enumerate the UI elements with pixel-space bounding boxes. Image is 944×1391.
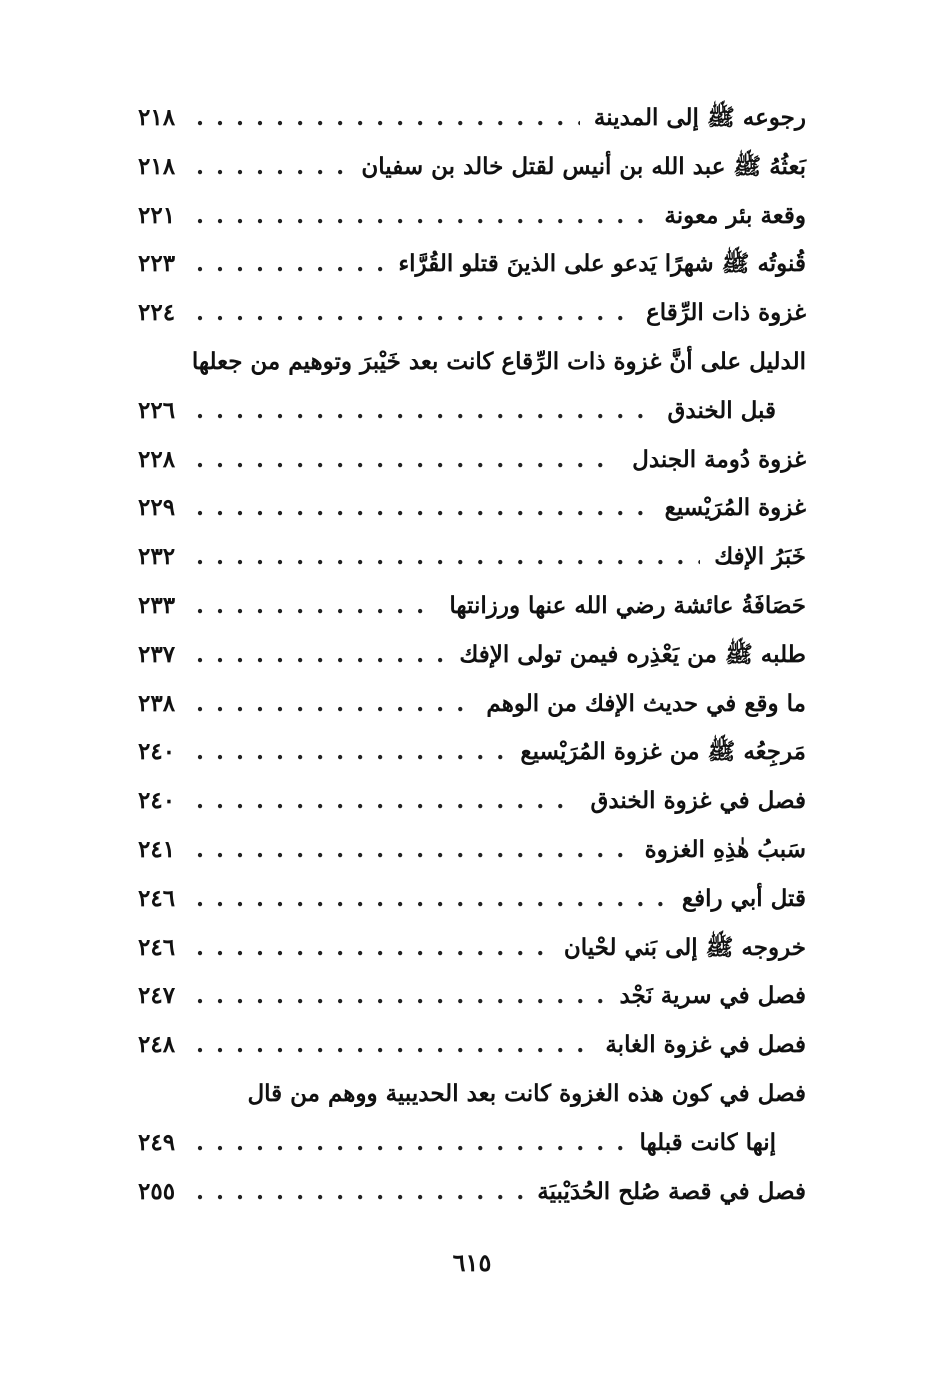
- toc-entry-title: فصل في سرية نَجْد: [619, 982, 806, 1010]
- dot-leader: [196, 240, 384, 289]
- dot-leader: [196, 1021, 591, 1070]
- toc-entry-continued: [138, 338, 806, 387]
- toc-entry: [138, 533, 806, 582]
- toc-entry-title: رجوعه ﷺ إلى المدينة: [593, 104, 806, 131]
- toc-entry: [138, 1021, 806, 1070]
- toc-entry-page: ٢٣٨: [138, 689, 176, 717]
- toc-entry-title: قتل أبي رافع: [681, 884, 806, 912]
- toc-entry-title: غزوة دُومة الجندل: [632, 445, 806, 473]
- toc-entry-title: إنها كانت قبلها: [639, 1128, 776, 1156]
- toc-entry-title: خروجه ﷺ إلى بَني لحْيان: [563, 933, 806, 961]
- toc-entry-title: طلبه ﷺ من يَعْذِره فيمن تولى الإفك: [459, 640, 806, 668]
- toc-entry-title: حَصَافَةُ عائشة رضي الله عنها ورزانتها: [449, 591, 806, 619]
- toc-entry-title: فصل في غزوة الخندق: [590, 787, 806, 815]
- toc-entry: [138, 387, 806, 436]
- toc-entry-page: ٢٣٢: [138, 543, 176, 571]
- toc-entry-page: ٢٤١: [138, 835, 176, 863]
- toc-entry-title: غزوة المُرَيْسيع: [664, 494, 806, 522]
- toc-entry: [138, 1168, 806, 1217]
- toc-entry: [138, 826, 806, 875]
- dot-leader: [196, 484, 651, 533]
- toc-entry-title: وقعة بئر معونة: [664, 201, 806, 229]
- toc-entry-title: قبل الخندق: [667, 396, 776, 424]
- table-of-contents: [138, 94, 806, 1216]
- dot-leader: [196, 289, 632, 338]
- dot-leader: [196, 1119, 625, 1168]
- dot-leader: [196, 826, 631, 875]
- toc-entry-page: ٢٢٩: [138, 494, 176, 522]
- toc-entry: [138, 436, 806, 485]
- toc-entry: [138, 289, 806, 338]
- dot-leader: [196, 972, 605, 1021]
- toc-entry-title: ما وقع في حديث الإفك من الوهم: [486, 689, 806, 717]
- toc-entry-page: ٢٢١: [138, 201, 176, 229]
- dot-leader: [196, 143, 347, 192]
- dot-leader: [196, 582, 435, 631]
- toc-entry-title: مَرجِعُه ﷺ من غزوة المُرَيْسيع: [520, 738, 806, 766]
- dot-leader: [196, 192, 650, 241]
- dot-leader: [196, 631, 445, 680]
- toc-entry-title: فصل في كون هذه الغزوة كانت بعد الحديبية ووهم من قال: [247, 1079, 806, 1107]
- toc-entry: [138, 192, 806, 241]
- toc-entry: [138, 972, 806, 1021]
- toc-entry-page: ٢٤٠: [138, 738, 176, 766]
- toc-entry-page: ٢٤٨: [138, 1031, 176, 1059]
- toc-entry-page: ٢٣٣: [138, 591, 176, 619]
- toc-entry: [138, 728, 806, 777]
- dot-leader: [196, 728, 506, 777]
- dot-leader: [196, 680, 472, 729]
- toc-entry: [138, 680, 806, 729]
- dot-leader: [196, 1168, 523, 1217]
- toc-entry-title: خَبَرُ الإفك: [714, 543, 806, 571]
- dot-leader: [196, 533, 700, 582]
- toc-entry-title: فصل في غزوة الغابة: [605, 1031, 806, 1059]
- toc-entry-page: ٢٢٨: [138, 445, 176, 473]
- toc-entry-page: ٢١٨: [138, 152, 176, 180]
- dot-leader: [196, 94, 580, 143]
- toc-entry-page: ٢٤٩: [138, 1128, 176, 1156]
- toc-entry-page: ٢١٨: [138, 104, 176, 131]
- toc-entry-title: قُنوتُه ﷺ شهرًا يَدعو على الذينَ قتلو القُرَّاء: [398, 250, 806, 278]
- toc-entry-title: غزوة ذات الرِّقاع: [646, 299, 806, 327]
- toc-entry: [138, 143, 806, 192]
- toc-entry-page: ٢٣٧: [138, 640, 176, 668]
- dot-leader: [196, 924, 550, 973]
- toc-entry: [138, 94, 806, 143]
- toc-entry-page: ٢٢٦: [138, 396, 176, 424]
- toc-entry-continued: [138, 1070, 806, 1119]
- toc-entry: [138, 240, 806, 289]
- dot-leader: [196, 387, 654, 436]
- toc-entry: [138, 777, 806, 826]
- toc-entry-title: سَببُ هٰذِهِ الغزوة: [644, 835, 806, 863]
- dot-leader: [196, 436, 618, 485]
- toc-entry-page: ٢٤٦: [138, 884, 176, 912]
- toc-entry: [138, 631, 806, 680]
- toc-entry: [138, 875, 806, 924]
- toc-entry-page: ٢٢٤: [138, 299, 176, 327]
- toc-entry-page: ٢٢٣: [138, 250, 176, 278]
- toc-entry-title: فصل في قصة صُلح الحُدَيْبيَة: [537, 1177, 806, 1205]
- toc-entry: [138, 924, 806, 973]
- toc-entry: [138, 484, 806, 533]
- toc-entry-page: ٢٤٧: [138, 982, 176, 1010]
- toc-entry-title: الدليل على أنَّ غزوة ذات الرِّقاع كانت بعد خَيْبرَ وتوهيم من جعلها: [191, 347, 806, 375]
- toc-entry-page: ٢٤٠: [138, 787, 176, 815]
- dot-leader: [196, 777, 576, 826]
- toc-entry-title: بَعثُهُ ﷺ عبد الله بن أنيس لقتل خالد بن سفيان: [361, 152, 806, 180]
- toc-entry: [138, 1119, 806, 1168]
- page-number: ٦١٥: [452, 1248, 492, 1277]
- toc-entry-page: ٢٥٥: [138, 1177, 176, 1205]
- toc-entry: [138, 582, 806, 631]
- dot-leader: [196, 875, 668, 924]
- toc-entry-page: ٢٤٦: [138, 933, 176, 961]
